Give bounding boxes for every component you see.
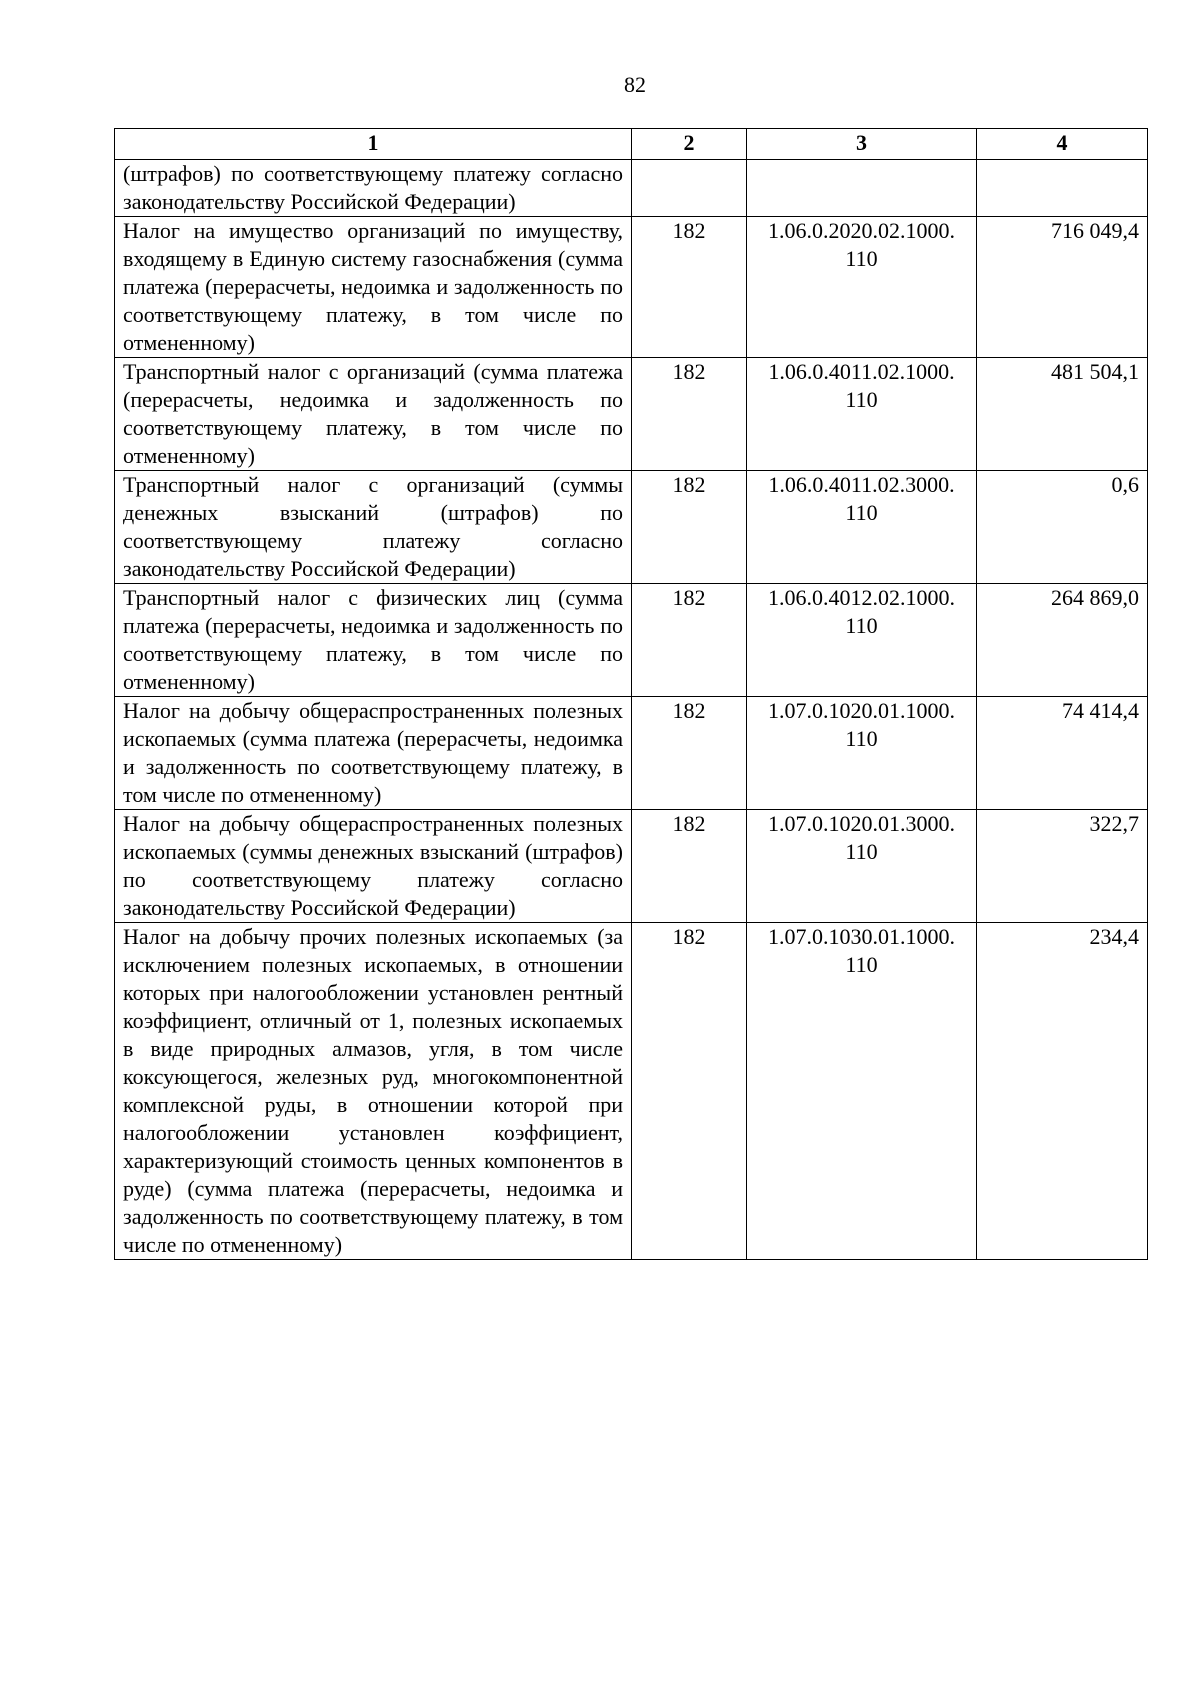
revenue-name-cell: Налог на имущество организаций по имуществу, входящему в Единую систему газоснабжения (сумма платежа (перерасчеты, недоимка и задолженность по соответствующему платежу, в том числе по отмененному): [115, 217, 632, 358]
column-header-2: 2: [632, 129, 747, 160]
admin-code-cell: 182: [632, 584, 747, 697]
table-row: [115, 217, 1148, 358]
classification-code-cell: 1.07.0.1030.01.1000.110: [747, 923, 977, 1260]
admin-code-cell: [632, 160, 747, 217]
classification-code-cell: 1.07.0.1020.01.3000.110: [747, 810, 977, 923]
column-header-1: 1: [115, 129, 632, 160]
amount-cell: 0,6: [977, 471, 1148, 584]
table-row: [115, 697, 1148, 810]
column-header-4: 4: [977, 129, 1148, 160]
table-row: [115, 584, 1148, 697]
admin-code-cell: 182: [632, 358, 747, 471]
table-row: [115, 923, 1148, 1260]
revenue-table: [114, 128, 1148, 1260]
page-number: 82: [624, 72, 646, 97]
revenue-name-cell: Транспортный налог с физических лиц (сумма платежа (перерасчеты, недоимка и задолженность по соответствующему платежу, в том числе по отмененному): [115, 584, 632, 697]
amount-cell: 74 414,4: [977, 697, 1148, 810]
amount-cell: [977, 160, 1148, 217]
table-row: [115, 810, 1148, 923]
amount-cell: 234,4: [977, 923, 1148, 1260]
amount-cell: 322,7: [977, 810, 1148, 923]
admin-code-cell: 182: [632, 217, 747, 358]
classification-code-cell: [747, 160, 977, 217]
amount-cell: 264 869,0: [977, 584, 1148, 697]
revenue-name-cell: (штрафов) по соответствующему платежу согласно законодательству Российской Федерации): [115, 160, 632, 217]
revenue-name-cell: Транспортный налог с организаций (сумма платежа (перерасчеты, недоимка и задолженность по соответствующему платежу, в том числе по отмененному): [115, 358, 632, 471]
admin-code-cell: 182: [632, 697, 747, 810]
revenue-name-cell: Налог на добычу общераспространенных полезных ископаемых (суммы денежных взысканий (штрафов) по соответствующему платежу согласно законодательству Российской Федерации): [115, 810, 632, 923]
admin-code-cell: 182: [632, 471, 747, 584]
revenue-name-cell: Налог на добычу прочих полезных ископаемых (за исключением полезных ископаемых, в отношении которых при налогообложении установлен рентный коэффициент, отличный от 1, полезных ископаемых в виде природных алмазов, угля, в том числе коксующегося, железных руд, многокомпонентной комплексной руды, в отношении которой при налогообложении установлен коэффициент, характеризующий стоимость ценных компонентов в руде) (сумма платежа (перерасчеты, недоимка и задолженность по соответствующему платежу, в том числе по отмененному): [115, 923, 632, 1260]
classification-code-cell: 1.06.0.2020.02.1000.110: [747, 217, 977, 358]
table-header-row: [115, 129, 1148, 160]
classification-code-cell: 1.07.0.1020.01.1000.110: [747, 697, 977, 810]
classification-code-cell: 1.06.0.4011.02.3000.110: [747, 471, 977, 584]
classification-code-cell: 1.06.0.4011.02.1000.110: [747, 358, 977, 471]
admin-code-cell: 182: [632, 810, 747, 923]
revenue-name-cell: Транспортный налог с организаций (суммы денежных взысканий (штрафов) по соответствующему платежу согласно законодательству Российской Федерации): [115, 471, 632, 584]
amount-cell: 716 049,4: [977, 217, 1148, 358]
table-row: [115, 358, 1148, 471]
revenue-name-cell: Налог на добычу общераспространенных полезных ископаемых (сумма платежа (перерасчеты, недоимка и задолженность по соответствующему платежу, в том числе по отмененному): [115, 697, 632, 810]
table-row: [115, 160, 1148, 217]
amount-cell: 481 504,1: [977, 358, 1148, 471]
table-row: [115, 471, 1148, 584]
column-header-3: 3: [747, 129, 977, 160]
classification-code-cell: 1.06.0.4012.02.1000.110: [747, 584, 977, 697]
admin-code-cell: 182: [632, 923, 747, 1260]
